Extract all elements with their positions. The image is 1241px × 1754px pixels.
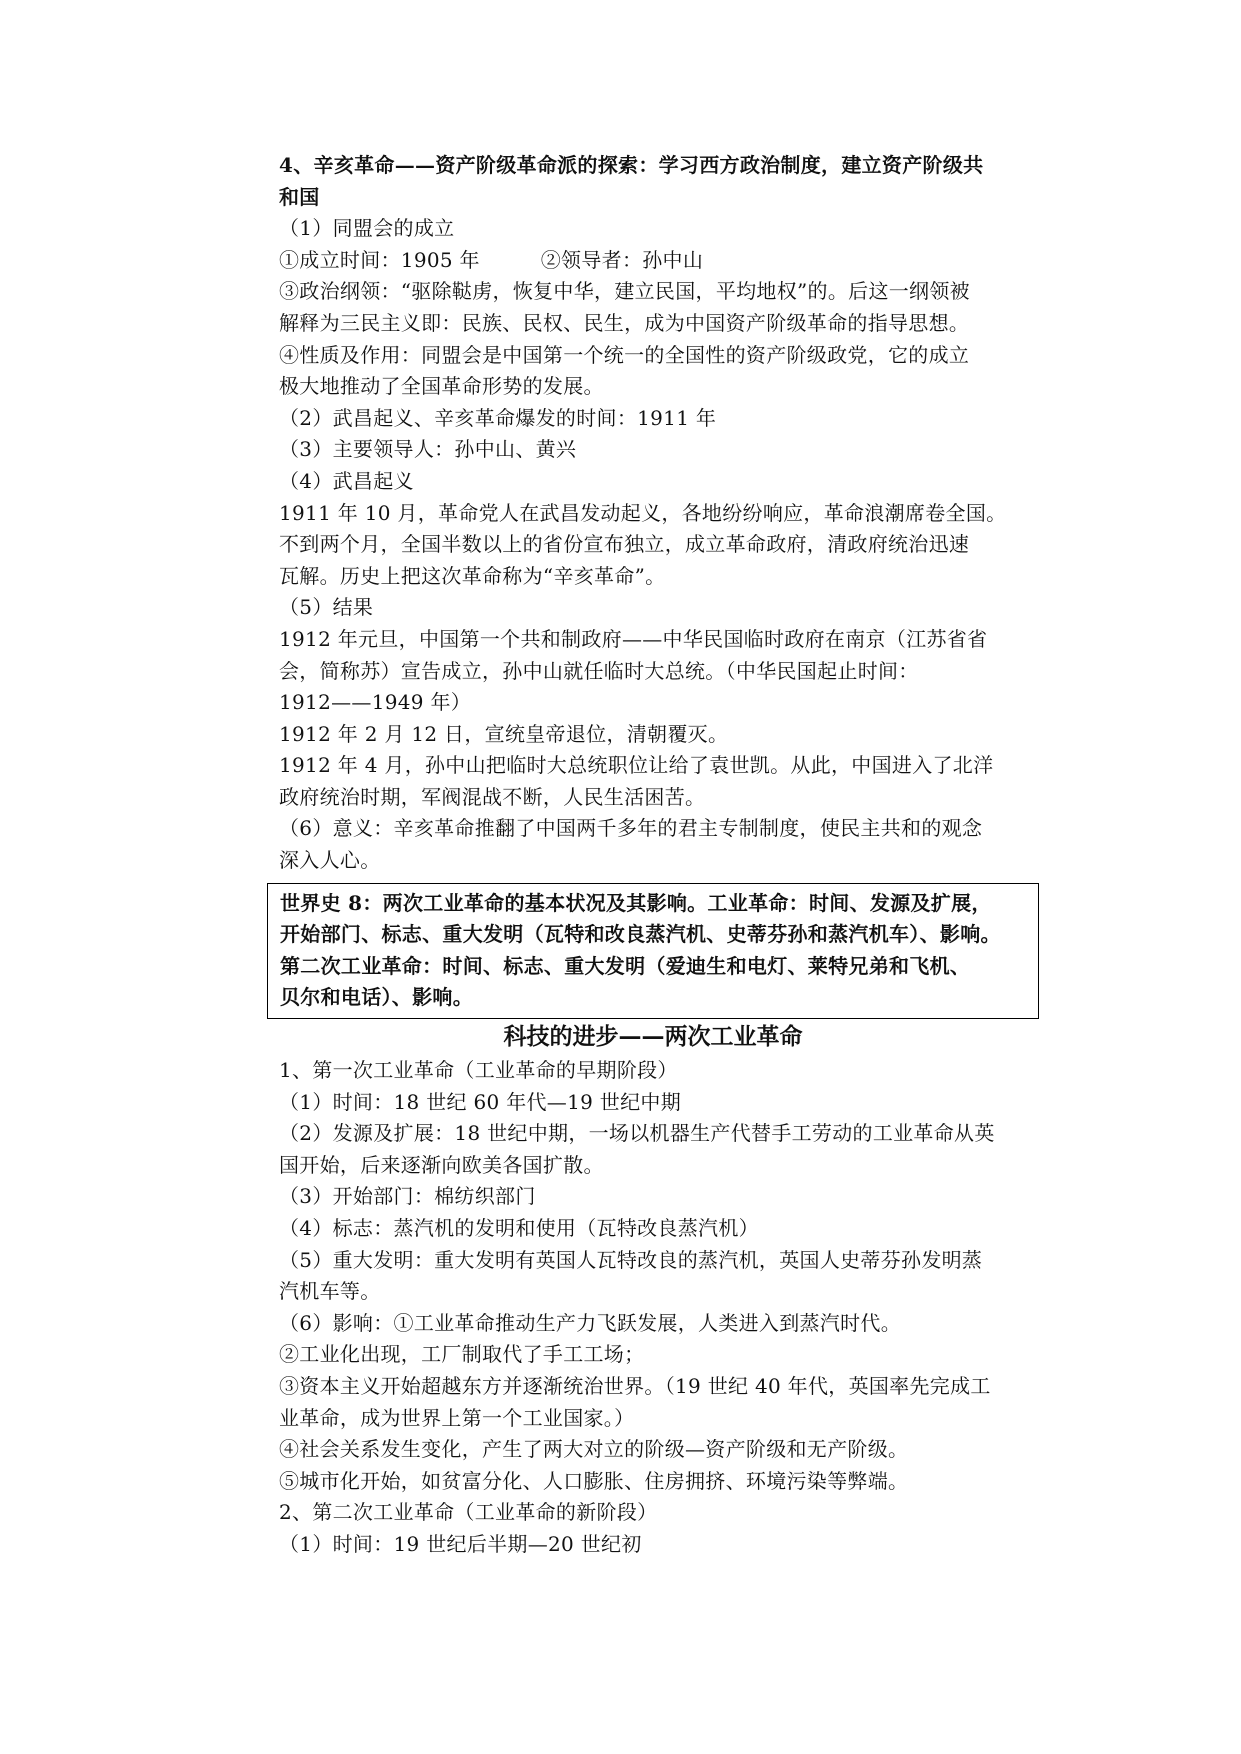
text-line: （1）时间：18 世纪 60 年代—19 世纪中期	[279, 1089, 682, 1114]
xinhai-revolution-section	[279, 213, 1029, 876]
heading-line: 和国	[279, 184, 320, 209]
text-line: （6）影响：①工业革命推动生产力飞跃发展，人类进入到蒸汽时代。	[279, 1310, 902, 1335]
text-line: 极大地推动了全国革命形势的发展。	[279, 374, 604, 399]
text-line: 会，简称苏）宣告成立，孙中山就任临时大总统。（中华民国起止时间：	[279, 658, 919, 683]
section-heading	[279, 150, 1029, 213]
outline-box	[267, 883, 1039, 1019]
outline-line: 开始部门、标志、重大发明（瓦特和改良蒸汽机、史蒂芬孙和蒸汽机车）、影响。	[280, 922, 1001, 947]
text-line: （5）重大发明：重大发明有英国人瓦特改良的蒸汽机，英国人史蒂芬孙发明蒸	[279, 1247, 983, 1272]
text-line: （2）发源及扩展：18 世纪中期，一场以机器生产代替手工劳动的工业革命从英	[279, 1121, 995, 1146]
text-line: 1912 年 4 月，孙中山把临时大总统职位让给了袁世凯。从此，中国进入了北洋	[279, 753, 994, 778]
text-line: （5）结果	[279, 595, 374, 620]
industrial-revolution-section	[279, 1055, 1029, 1561]
text-line: 1912——1949 年）	[279, 690, 472, 715]
text-line: （4）标志：蒸汽机的发明和使用（瓦特改良蒸汽机）	[279, 1216, 759, 1240]
outline-line: 第二次工业革命：时间、标志、重大发明（爱迪生和电灯、莱特兄弟和飞机、	[280, 953, 971, 978]
text-line: 1、第一次工业革命（工业革命的早期阶段）	[279, 1058, 678, 1083]
text-line: ④性质及作用：同盟会是中国第一个统一的全国性的资产阶级政党，它的成立	[279, 342, 970, 367]
heading-line: 4、辛亥革命——资产阶级革命派的探索：学习西方政治制度，建立资产阶级共	[279, 153, 984, 177]
text-line: 业革命，成为世界上第一个工业国家。）	[279, 1405, 635, 1430]
outline-line: 世界史 8：两次工业革命的基本状况及其影响。工业革命：时间、发源及扩展，	[280, 890, 992, 915]
text-line: 解释为三民主义即：民族、民权、民生，成为中国资产阶级革命的指导思想。	[279, 310, 970, 335]
document-body	[279, 150, 1029, 1561]
text-line: （3）主要领导人：孙中山、黄兴	[279, 437, 577, 462]
text-line: 1912 年 2 月 12 日，宣统皇帝退位，清朝覆灭。	[279, 721, 729, 746]
text-line: 1912 年元旦，中国第一个共和制政府——中华民国临时政府在南京（江苏省省	[279, 626, 988, 651]
text-line: （1）时间：19 世纪后半期—20 世纪初	[279, 1531, 642, 1556]
text-line: （3）开始部门：棉纺织部门	[279, 1184, 536, 1209]
outline-line: 贝尔和电话）、影响。	[280, 985, 473, 1010]
text-line: 国开始，后来逐渐向欧美各国扩散。	[279, 1152, 604, 1177]
text-line: （6）意义：辛亥革命推翻了中国两千多年的君主专制制度，使民主共和的观念	[279, 816, 983, 841]
text-line: （4）武昌起义	[279, 468, 414, 493]
text-line: （1）同盟会的成立	[279, 216, 455, 241]
text-line: 1911 年 10 月，革命党人在武昌发动起义，各地纷纷响应，革命浪潮席卷全国。	[279, 500, 1007, 525]
text-line: ①成立时间：1905 年 ②领导者：孙中山	[279, 247, 704, 272]
text-line: 瓦解。历史上把这次革命称为“辛亥革命”。	[279, 563, 666, 588]
text-line: 2、第二次工业革命（工业革命的新阶段）	[279, 1500, 658, 1525]
text-line: （2）武昌起义、辛亥革命爆发的时间：1911 年	[279, 405, 717, 430]
text-line: ⑤城市化开始，如贫富分化、人口膨胀、住房拥挤、环境污染等弊端。	[279, 1468, 909, 1493]
page-title: 科技的进步——两次工业革命	[503, 1023, 803, 1051]
text-line: 深入人心。	[279, 848, 381, 873]
text-line: ③政治纲领：“驱除鞑虏，恢复中华，建立民国，平均地权”的。后这一纲领被	[279, 279, 970, 304]
text-line: 政府统治时期，军阀混战不断，人民生活困苦。	[279, 784, 706, 809]
text-line: ③资本主义开始超越东方并逐渐统治世界。（19 世纪 40 年代，英国率先完成工	[279, 1373, 991, 1398]
text-line: 不到两个月，全国半数以上的省份宣布独立，成立革命政府，清政府统治迅速	[279, 532, 970, 557]
text-line: 汽机车等。	[279, 1279, 381, 1304]
text-line: ②工业化出现，工厂制取代了手工工场；	[279, 1342, 645, 1367]
text-line: ④社会关系发生变化，产生了两大对立的阶级—资产阶级和无产阶级。	[279, 1437, 909, 1462]
